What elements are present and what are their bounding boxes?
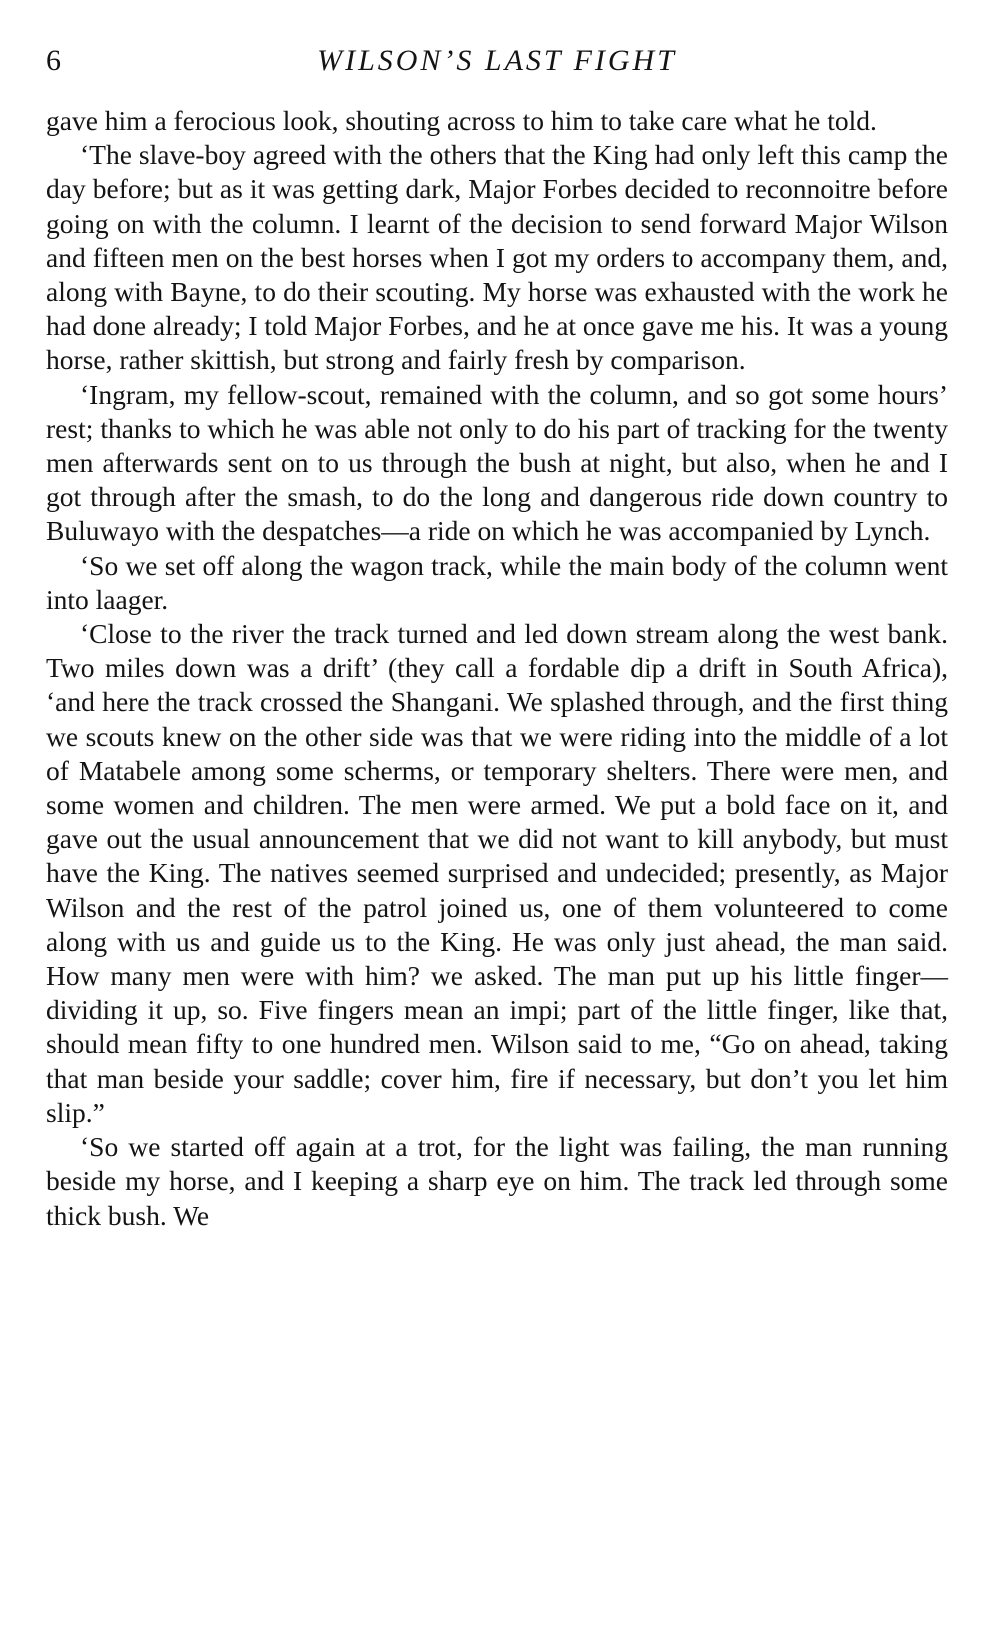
running-head xyxy=(46,44,948,84)
paragraph: ‘So we started off again at a trot, for the light was failing, the man running beside my horse, and I keeping a sharp eye on him. The track led through some thick bush. We xyxy=(46,1131,948,1231)
running-title: WILSON’S LAST FIGHT xyxy=(317,44,677,77)
paragraph: ‘Ingram, my fellow-scout, remained with the column, and so got some hours’ rest; thanks to which he was able not only to do his part of tracking for the twenty men afterwards sent on to us through the bush at night, but also, when he and I got through after the smash, to do the long and dangerous ride down country to Buluwayo with the despatches—a ride on which he was accompanied by Lynch. xyxy=(46,378,948,547)
paragraph-continuation: gave him a ferocious look, shouting across to him to take care what he told. xyxy=(46,105,877,136)
page-number: 6 xyxy=(46,44,61,77)
body-text xyxy=(46,104,948,1233)
paragraph: ‘So we set off along the wagon track, while the main body of the column went into laager. xyxy=(46,549,948,615)
paragraph: ‘The slave-boy agreed with the others that the King had only left this camp the day before; but as it was getting dark, Major Forbes decided to reconnoitre before going on with the column. I learnt of the decision to send forward Major Wilson and fifteen men on the best horses when I got my orders to accompany them, and, along with Bayne, to do their scouting. My horse was exhausted with the work he had done already; I told Major Forbes, and he at once gave me his. It was a young horse, rather skittish, but strong and fairly fresh by comparison. xyxy=(46,139,948,376)
paragraph: ‘Close to the river the track turned and led down stream along the west bank. Two miles down was a drift’ (they call a fordable dip a drift in South Africa), ‘and here the track crossed the Shangani. We splashed through, and the first thing we scouts knew on the other side was that we were riding into the middle of a lot of Matabele among some scherms, or temporary shelters. There were men, and some women and children. The men were armed. We put a bold face on it, and gave out the usual announcement that we did not want to kill anybody, but must have the King. The natives seemed surprised and undecided; presently, as Major Wilson and the rest of the patrol joined us, one of them volunteered to come along with us and guide us to the King. He was only just ahead, the man said. How many men were with him? we asked. The man put up his little finger—dividing it up, so. Five fingers mean an impi; part of the little finger, like that, should mean fifty to one hundred men. Wilson said to me, “Go on ahead, taking that man beside your saddle; cover him, fire if necessary, but don’t you let him slip.” xyxy=(46,618,948,1128)
book-page xyxy=(46,0,948,1636)
